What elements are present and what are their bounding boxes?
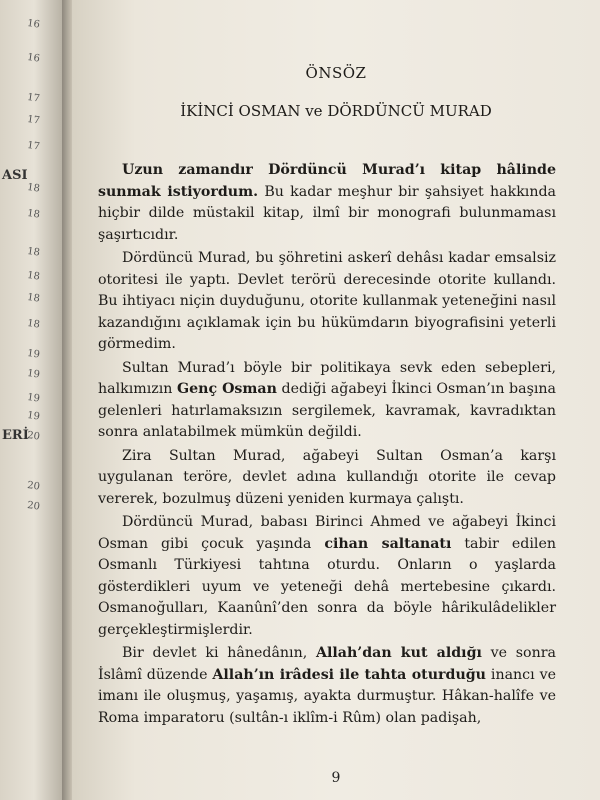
left-page-number: 20 [26, 430, 41, 443]
text-run: inancı ve imanı ile oluşmuş, yaşamış, ayakta durmuştur. Hâkan-halîfe ve Roma imparatoru (sultân-ı iklîm-i Rûm) olan padişah, [98, 666, 556, 726]
page-subtitle: İKİNCİ OSMAN ve DÖRDÜNCÜ MURAD [180, 102, 492, 120]
paragraph [98, 160, 556, 246]
left-page-number: 17 [26, 92, 41, 105]
bold-text: cihan saltanatı [324, 535, 452, 552]
book-page [72, 0, 600, 800]
left-page-number: 18 [26, 270, 41, 283]
left-page-number: 19 [26, 392, 41, 405]
text-run: tabir edilen Osmanlı Türkiyesi tahtına oturdu. Onların o yaşlarda gösterdikleri uyum ve yeteneği dehâ mertebesine çıkardı. Osmanoğulları, Kaanûnî’den sonra da böyle hârikulâdelikler gerçekleştirmişlerdir. [98, 535, 556, 638]
left-page-number: 17 [26, 114, 41, 127]
left-page-number: 18 [26, 318, 41, 331]
body-text [98, 160, 556, 731]
text-run: Zira Sultan Murad, ağabeyi Sultan Osman’a karşı uygulanan teröre, devlet adına kullandığı otorite ile cevap vererek, bozulmuş düzeni yeniden kurmaya çalıştı. [98, 447, 556, 507]
page-title: ÖNSÖZ [305, 64, 367, 82]
bold-text: Uzun zamandır Dördüncü Murad’ı kitap hâlinde sunmak istiyordum. [98, 162, 556, 200]
paragraph [98, 512, 556, 641]
text-run: ve sonra İslâmî düzende [98, 645, 556, 683]
left-page-number: 19 [26, 348, 41, 361]
bold-text: Genç Osman [176, 381, 277, 397]
paragraph [98, 643, 556, 729]
left-page-number: 18 [26, 292, 41, 305]
text-run: Dördüncü Murad, bu şöhretini askerî dehâsı kadar emsalsiz otoritesi ile yaptı. Devlet terörü derecesinde otorite kullandı. Bu ihtiyacı niçin duyduğunu, otorite kullanmak yeteneğini nasıl kazandığını açıklamak için bu hükümdarın biyografisini yeterli görmedim. [98, 250, 556, 352]
left-page-number: 20 [26, 480, 41, 493]
left-page-number: 16 [26, 18, 41, 31]
left-page-number: 19 [26, 368, 41, 381]
left-page-number: 17 [26, 140, 41, 153]
book-spine [62, 0, 72, 800]
text-run: dediği ağabeyi İkinci Osman’ın başına gelenleri hatırlamaksızın sergilemek, kavramak, kavradıktan sonra anlatabilmek mümkün değildi. [98, 381, 556, 440]
paragraph [98, 248, 556, 356]
left-page-number: 20 [26, 500, 41, 513]
paragraph [98, 358, 556, 444]
left-page-fragment: ASI [2, 168, 28, 183]
bold-text: Allah’ın irâdesi ile tahta oturduğu [212, 666, 486, 683]
left-page-edge [0, 0, 62, 800]
left-page-number: 18 [26, 246, 41, 259]
left-page-number: 18 [26, 208, 41, 221]
page-number: 9 [331, 770, 341, 786]
text-run: Dördüncü Murad, babası Birinci Ahmed ve ağabeyi İkinci Osman gibi çocuk yaşında [98, 514, 556, 552]
bold-text: Allah’dan kut aldığı [315, 645, 482, 661]
paragraph [98, 446, 556, 511]
left-page-number: 18 [26, 182, 41, 195]
left-page-fragment: ERİ [2, 428, 29, 443]
text-run: Bu kadar meşhur bir şahsiyet hakkında hiçbir dilde müstakil kitap, ilmî bir monografi bulunmaması şaşırtıcıdır. [98, 183, 557, 243]
heading [72, 64, 600, 120]
text-run: Bir devlet ki hânedânın, [122, 645, 316, 661]
left-page-number: 16 [26, 52, 41, 65]
left-page-number: 19 [26, 410, 41, 423]
text-run: Sultan Murad’ı böyle bir politikaya sevk eden sebepleri, halkımızın [98, 359, 556, 397]
